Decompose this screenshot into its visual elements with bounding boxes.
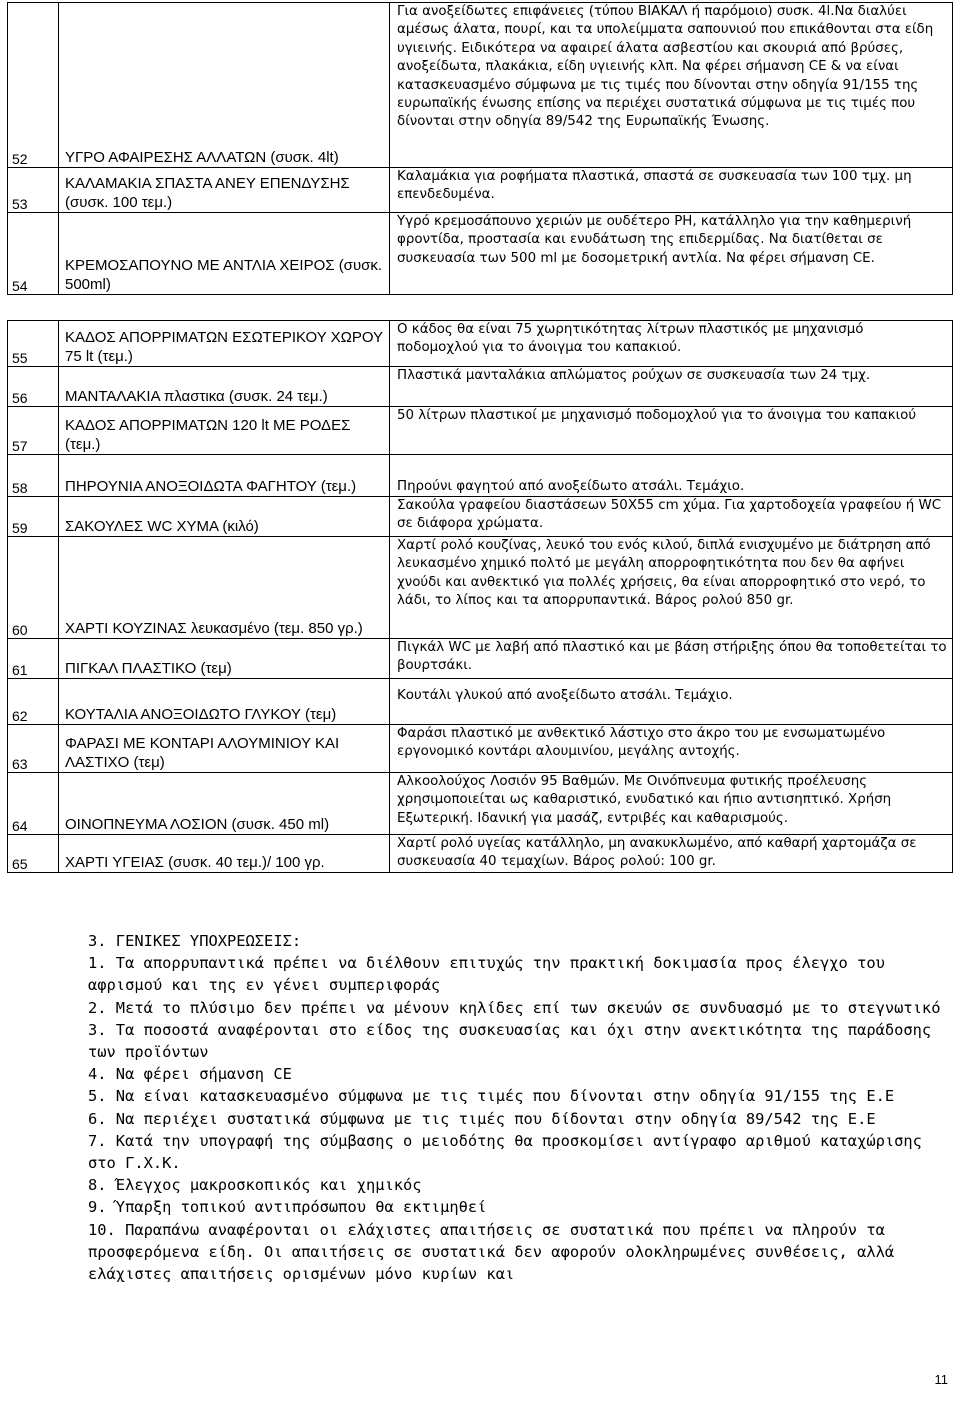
product-name: ΚΑΔΟΣ ΑΠΟΡΡΙΜΑΤΩΝ 120 lt ΜΕ ΡΟΔΕΣ (τεμ.) <box>59 407 390 455</box>
product-description: Αλκοολούχος Λοσιόν 95 Βαθμών. Με Οινόπνευμα φυτικής προέλευσης χρησιμοποιείται ως καθαριστικό, ενυδατικό και ήπιο αντισηπτικό. Χρήση Εξωτερική. Ιδανική για μασάζ, εντριβές και καθαρισμούς. <box>390 773 953 835</box>
product-name: ΦΑΡΑΣΙ ΜΕ ΚΟΝΤΑΡΙ ΑΛΟΥΜΙΝΙΟΥ ΚΑΙ ΛΑΣΤΙΧΟ (τεμ) <box>59 725 390 773</box>
product-description: Υγρό κρεμοσάπουνο χεριών με ουδέτερο PH, κατάλληλο για την καθημερινή φροντίδα, προστασία και ενυδάτωση της επιδερμίδας. Να διατίθεται σε συσκευασία των 500 ml με δοσομετρική αντλία. Να φέρει σήμανση CE. <box>390 213 953 295</box>
product-name: ΧΑΡΤΙ ΥΓΕΙΑΣ (συσκ. 40 τεμ.)/ 100 γρ. <box>59 835 390 873</box>
product-name: ΚΑΔΟΣ ΑΠΟΡΡΙΜΑΤΩΝ ΕΣΩΤΕΡΙΚΟΥ ΧΩΡΟΥ 75 lt (τεμ.) <box>59 321 390 367</box>
product-description: Ο κάδος θα είναι 75 χωρητικότητας λίτρων πλαστικός με μηχανισμό ποδομοχλού για το άνοιγμα του καπακιού. <box>390 321 953 367</box>
product-name: ΜΑΝΤΑΛΑΚΙΑ πλαστικα (συσκ. 24 τεμ.) <box>59 367 390 407</box>
obligation-item: 5. Να είναι κατασκευασμένο σύμφωνα με τις τιμές που δίνονται στην οδηγία 91/155 της Ε.Ε <box>88 1087 895 1106</box>
product-name: ΧΑΡΤΙ ΚΟΥΖΙΝΑΣ λευκασμένο (τεμ. 850 γρ.) <box>59 537 390 639</box>
table-row <box>8 537 953 639</box>
product-description: Φαράσι πλαστικό με ανθεκτικό λάστιχο στο άκρο του με ενσωματωμένο εργονομικό κοντάρι αλουμινίου, μεγάλης αντοχής. <box>390 725 953 773</box>
row-number: 62 <box>8 679 59 725</box>
row-number: 58 <box>8 455 59 497</box>
table-row <box>8 497 953 537</box>
obligation-item: 1. Τα απορρυπαντικά πρέπει να διέλθουν επιτυχώς την πρακτική δοκιμασία προς έλεγχο του αφρισμού και της εν γένει συμπεριφοράς <box>88 954 885 995</box>
product-table-top <box>7 2 953 295</box>
row-number: 57 <box>8 407 59 455</box>
obligation-item: 8. Έλεγχος μακροσκοπικός και χημικός <box>88 1176 422 1195</box>
product-description: Χαρτί ρολό κουζίνας, λευκό του ενός κιλού, διπλά ενισχυμένο με διάτρηση από λευκασμένο χημικό πολτό με μεγάλη απορροφητικότητα που δεν θα αφήνει χνούδι και ανθεκτικό για πολλές χρήσεις, θα είναι απορροφητικό στο νερό, το λάδι, το λίπος και τα απορρυπαντικά. Βάρος ρολού 850 gr. <box>390 537 953 639</box>
obligation-item: 6. Να περιέχει συστατικά σύμφωνα με τις τιμές που δίδονται στην οδηγία 89/542 της Ε.Ε <box>88 1109 876 1128</box>
table-row <box>8 679 953 725</box>
row-number: 53 <box>8 168 59 213</box>
product-description: Καλαμάκια για ροφήματα πλαστικά, σπαστά σε συσκευασία των 100 τμχ. μη επενδεδυμένα. <box>390 168 953 213</box>
product-description: Σακούλα γραφείου διαστάσεων 50Χ55 cm χύμα. Για χαρτοδοχεία γραφείου ή WC σε διάφορα χρώματα. <box>390 497 953 537</box>
row-number: 59 <box>8 497 59 537</box>
product-name: ΣΑΚΟΥΛΕΣ WC ΧΥΜΑ (κιλό) <box>59 497 390 537</box>
obligations-heading: 3. ΓΕΝΙΚΕΣ ΥΠΟΧΡΕΩΣΕΙΣ: <box>88 932 302 950</box>
table-row <box>8 407 953 455</box>
product-table-bottom <box>7 320 953 873</box>
table-row <box>8 639 953 679</box>
product-description: 50 λίτρων πλαστικοί με μηχανισμό ποδομοχλού για το άνοιγμα του καπακιού <box>390 407 953 455</box>
product-name: ΚΑΛΑΜΑΚΙΑ ΣΠΑΣΤΑ ΑΝΕΥ ΕΠΕΝΔΥΣΗΣ (συσκ. 100 τεμ.) <box>59 168 390 213</box>
table-row <box>8 213 953 295</box>
row-number: 52 <box>8 3 59 168</box>
product-name: ΠΗΡΟΥΝΙΑ ΑΝΟΞΟΙΔΩΤΑ ΦΑΓΗΤΟΥ (τεμ.) <box>59 455 390 497</box>
row-number: 61 <box>8 639 59 679</box>
table-row <box>8 725 953 773</box>
row-number: 60 <box>8 537 59 639</box>
obligation-item: 3. Τα ποσοστά αναφέρονται στο είδος της συσκευασίας και όχι στην ανεκτικότητα της παράδοσης των προϊόντων <box>88 1020 932 1062</box>
product-name: ΥΓΡΟ ΑΦΑΙΡΕΣΗΣ ΑΛΛΑΤΩΝ (συσκ. 4lt) <box>59 3 390 168</box>
obligation-item: 9. Ύπαρξη τοπικού αντιπρόσωπου θα εκτιμηθεί <box>88 1198 487 1217</box>
row-number: 56 <box>8 367 59 407</box>
general-obligations <box>88 930 948 1285</box>
table-row <box>8 455 953 497</box>
table-row <box>8 168 953 213</box>
row-number: 63 <box>8 725 59 773</box>
obligation-item: 10. Παραπάνω αναφέρονται οι ελάχιστες απαιτήσεις σε συστατικά που πρέπει να πληρούν τα προσφερόμενα είδη. Οι απαιτήσεις σε συστατικά δεν αφορούν ολοκληρωμένες συνθέσεις, αλλά ελάχιστες απαιτήσεις ορισμένων μόνο κυρίων και <box>88 1220 895 1284</box>
table-row <box>8 835 953 873</box>
product-description: Για ανοξείδωτες επιφάνειες (τύπου ΒΙΑΚΑΛ ή παρόμοιο) συσκ. 4l.Να διαλύει αμέσως άλατα, πουρί, και τα υπολείμματα σαπουνιού που επικάθονται στα είδη υγιεινής. Ειδικότερα να αφαιρεί άλατα ασβεστίου και σκουριά από βρύσες, ανοξείδωτα, πλακάκια, είδη υγιεινής κλπ. Να φέρει σήμανση CE & να είναι κατασκευασμένο σύμφωνα με τις τιμές που δίνονται στην οδηγία 91/155 της ευρωπαϊκής ένωσης επίσης να περιέχει συστατικά σύμφωνα με τις τιμές που δίνονται στην οδηγία 89/542 της Ευρωπαϊκής Ένωσης. <box>390 3 953 168</box>
table-row <box>8 773 953 835</box>
product-name: ΚΟΥΤΑΛΙΑ ΑΝΟΞΟΙΔΩΤΟ ΓΛΥΚΟΥ (τεμ) <box>59 679 390 725</box>
product-description: Κουτάλι γλυκού από ανοξείδωτο ατσάλι. Τεμάχιο. <box>390 679 953 725</box>
page-number: 11 <box>934 1372 948 1387</box>
product-description: Πιγκάλ WC με λαβή από πλαστικό και με βάση στήριξης όπου θα τοποθετείται το βουρτσάκι. <box>390 639 953 679</box>
row-number: 65 <box>8 835 59 873</box>
row-number: 64 <box>8 773 59 835</box>
obligation-item: 4. Να φέρει σήμανση CE <box>88 1065 292 1084</box>
product-description: Πλαστικά μανταλάκια απλώματος ρούχων σε συσκευασία των 24 τμχ. <box>390 367 953 407</box>
obligation-item: 7. Κατά την υπογραφή της σύμβασης ο μειοδότης θα προσκομίσει αντίγραφο αριθμού καταχώρισης στο Γ.Χ.Κ. <box>88 1131 922 1173</box>
obligation-item: 2. Μετά το πλύσιμο δεν πρέπει να μένουν κηλίδες επί των σκευών σε συνδυασμό με το στεγνωτικό <box>88 998 941 1017</box>
product-name: ΟΙΝΟΠΝΕΥΜΑ ΛΟΣΙΟΝ (συσκ. 450 ml) <box>59 773 390 835</box>
row-number: 54 <box>8 213 59 295</box>
product-name: ΚΡΕΜΟΣΑΠΟΥΝΟ ΜΕ ΑΝΤΛΙΑ ΧΕΙΡΟΣ (συσκ. 500ml) <box>59 213 390 295</box>
product-description: Πηρούνι φαγητού από ανοξείδωτο ατσάλι. Τεμάχιο. <box>390 455 953 497</box>
product-name: ΠΙΓΚΑΛ ΠΛΑΣΤΙΚΟ (τεμ) <box>59 639 390 679</box>
product-description: Χαρτί ρολό υγείας κατάλληλο, μη ανακυκλωμένο, από καθαρή χαρτομάζα σε συσκευασία 40 τεμαχίων. Βάρος ρολού: 100 gr. <box>390 835 953 873</box>
table-row <box>8 367 953 407</box>
row-number: 55 <box>8 321 59 367</box>
table-row <box>8 3 953 168</box>
table-row <box>8 321 953 367</box>
